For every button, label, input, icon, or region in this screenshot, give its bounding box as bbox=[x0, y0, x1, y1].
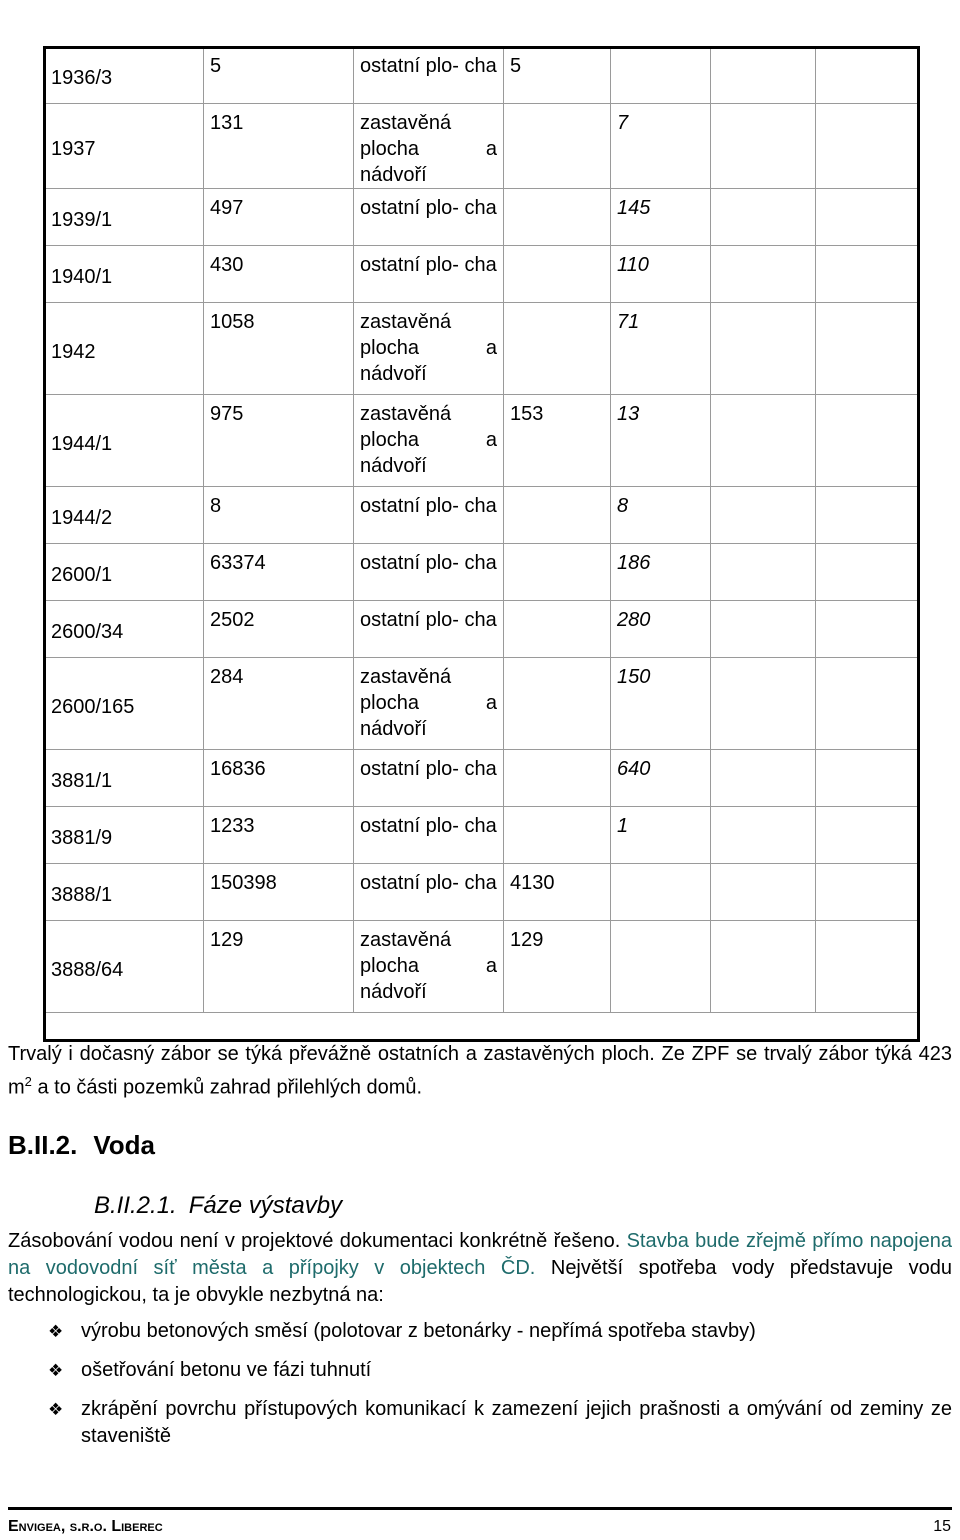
land-use-cell: ostatní plo- cha bbox=[354, 246, 504, 303]
subsection-heading bbox=[94, 1192, 342, 1220]
section-heading bbox=[8, 1130, 155, 1161]
table-row bbox=[44, 921, 919, 1013]
temporary-value-cell bbox=[611, 47, 711, 104]
para1-text-end: a to části pozemků zahrad přilehlých domů. bbox=[31, 1076, 423, 1099]
temporary-value-cell: 13 bbox=[611, 395, 711, 487]
value-cell bbox=[504, 807, 611, 864]
value-cell: 5 bbox=[504, 47, 611, 104]
subsection-title: Fáze výstavby bbox=[188, 1192, 343, 1219]
table-row bbox=[44, 544, 919, 601]
table-row bbox=[44, 601, 919, 658]
empty-cell bbox=[816, 189, 919, 246]
value-cell bbox=[504, 303, 611, 395]
empty-cell bbox=[816, 246, 919, 303]
table-row bbox=[44, 47, 919, 104]
empty-cell bbox=[816, 658, 919, 750]
value-cell: 153 bbox=[504, 395, 611, 487]
temporary-value-cell: 150 bbox=[611, 658, 711, 750]
land-use-cell: zastavěná plocha a nádvoří bbox=[354, 303, 504, 395]
empty-cell bbox=[816, 487, 919, 544]
bullet-list bbox=[48, 1318, 952, 1462]
temporary-value-cell: 7 bbox=[611, 104, 711, 189]
page-number: 15 bbox=[933, 1518, 951, 1535]
list-item-text: ošetřování betonu ve fázi tuhnutí bbox=[81, 1359, 372, 1381]
land-use-cell: zastavěná plocha a nádvoří bbox=[354, 921, 504, 1013]
area-cell: 5 bbox=[204, 47, 354, 104]
section-number: B.II.2. bbox=[8, 1130, 78, 1160]
table-row bbox=[44, 246, 919, 303]
parcel-cell: 2600/34 bbox=[44, 601, 204, 658]
parcel-cell: 1942 bbox=[44, 303, 204, 395]
value-cell bbox=[504, 246, 611, 303]
empty-cell bbox=[711, 807, 816, 864]
footer-rule bbox=[8, 1507, 952, 1510]
area-cell: 16836 bbox=[204, 750, 354, 807]
parcel-cell: 1939/1 bbox=[44, 189, 204, 246]
section-title: Voda bbox=[93, 1130, 155, 1160]
area-cell: 284 bbox=[204, 658, 354, 750]
table-row bbox=[44, 864, 919, 921]
empty-cell bbox=[711, 921, 816, 1013]
parcel-cell: 1944/2 bbox=[44, 487, 204, 544]
value-cell bbox=[504, 189, 611, 246]
table-row bbox=[44, 303, 919, 395]
parcel-cell: 3881/1 bbox=[44, 750, 204, 807]
paragraph-voda bbox=[8, 1228, 952, 1309]
temporary-value-cell: 145 bbox=[611, 189, 711, 246]
area-cell: 129 bbox=[204, 921, 354, 1013]
temporary-value-cell: 110 bbox=[611, 246, 711, 303]
temporary-value-cell bbox=[611, 921, 711, 1013]
table-row bbox=[44, 104, 919, 189]
empty-cell bbox=[816, 601, 919, 658]
value-cell bbox=[504, 658, 611, 750]
parcel-cell: 2600/1 bbox=[44, 544, 204, 601]
parcel-cell: 3888/1 bbox=[44, 864, 204, 921]
empty-cell bbox=[711, 189, 816, 246]
list-item bbox=[48, 1396, 952, 1450]
list-item-text: výrobu betonových směsí (polotovar z betonárky - nepřímá spotřeba stavby) bbox=[81, 1320, 756, 1342]
parcel-cell: 1936/3 bbox=[44, 47, 204, 104]
temporary-value-cell: 186 bbox=[611, 544, 711, 601]
value-cell bbox=[504, 487, 611, 544]
area-cell: 8 bbox=[204, 487, 354, 544]
table-row bbox=[44, 658, 919, 750]
para2-text-end: Největší spotřeba vody představuje vodu technologickou, ta je obvykle nezbytná na: bbox=[8, 1257, 952, 1306]
empty-cell bbox=[711, 864, 816, 921]
temporary-value-cell: 8 bbox=[611, 487, 711, 544]
temporary-value-cell: 71 bbox=[611, 303, 711, 395]
empty-cell bbox=[711, 544, 816, 601]
table-row bbox=[44, 189, 919, 246]
superscript: 2 bbox=[24, 1074, 32, 1089]
temporary-value-cell: 280 bbox=[611, 601, 711, 658]
empty-cell bbox=[816, 104, 919, 189]
land-use-cell: zastavěná plocha a nádvoří bbox=[354, 104, 504, 189]
area-cell: 497 bbox=[204, 189, 354, 246]
table-row bbox=[44, 807, 919, 864]
empty-cell bbox=[711, 395, 816, 487]
empty-cell bbox=[816, 807, 919, 864]
table-row bbox=[44, 750, 919, 807]
area-cell: 1233 bbox=[204, 807, 354, 864]
area-cell: 1058 bbox=[204, 303, 354, 395]
empty-cell bbox=[711, 658, 816, 750]
para2-highlight: Stavba bude zřejmě přímo napojena na vodovodní síť města a přípojky v objektech ČD. bbox=[8, 1230, 952, 1279]
land-use-cell: ostatní plo- cha bbox=[354, 750, 504, 807]
empty-cell bbox=[816, 395, 919, 487]
table-row bbox=[44, 395, 919, 487]
land-use-cell: ostatní plo- cha bbox=[354, 864, 504, 921]
parcel-cell: 1937 bbox=[44, 104, 204, 189]
land-use-cell: zastavěná plocha a nádvoří bbox=[354, 658, 504, 750]
diamond-bullet-icon: ❖ bbox=[48, 1361, 64, 1380]
subsection-number: B.II.2.1. bbox=[94, 1192, 177, 1219]
area-cell: 975 bbox=[204, 395, 354, 487]
area-cell: 63374 bbox=[204, 544, 354, 601]
temporary-value-cell: 640 bbox=[611, 750, 711, 807]
empty-cell bbox=[711, 601, 816, 658]
parcel-cell: 2600/165 bbox=[44, 658, 204, 750]
empty-cell bbox=[711, 47, 816, 104]
list-item-text: zkrápění povrchu přístupových komunikací k zamezení jejich prašnosti a omývání od zeminy ze staveniště bbox=[81, 1398, 952, 1447]
temporary-value-cell bbox=[611, 864, 711, 921]
empty-cell bbox=[816, 47, 919, 104]
empty-cell bbox=[711, 246, 816, 303]
list-item bbox=[48, 1318, 952, 1345]
parcel-cell: 1940/1 bbox=[44, 246, 204, 303]
paragraph-zabor bbox=[8, 1041, 952, 1102]
parcel-cell: 3888/64 bbox=[44, 921, 204, 1013]
land-use-cell: ostatní plo- cha bbox=[354, 807, 504, 864]
empty-cell bbox=[711, 303, 816, 395]
parcel-cell: 1944/1 bbox=[44, 395, 204, 487]
land-use-cell: ostatní plo- cha bbox=[354, 487, 504, 544]
area-cell: 131 bbox=[204, 104, 354, 189]
value-cell bbox=[504, 104, 611, 189]
para1-text: Trvalý i dočasný zábor se týká převážně ostatních a zastavěných ploch. Ze ZPF se trvalý zábor týká 423 m bbox=[8, 1043, 952, 1099]
table-row bbox=[44, 487, 919, 544]
area-cell: 430 bbox=[204, 246, 354, 303]
land-use-cell: zastavěná plocha a nádvoří bbox=[354, 395, 504, 487]
parcel-table bbox=[43, 46, 919, 1013]
empty-cell bbox=[816, 864, 919, 921]
para2-text: Zásobování vodou není v projektové dokumentaci konkrétně řešeno. bbox=[8, 1230, 627, 1252]
parcel-cell: 3881/9 bbox=[44, 807, 204, 864]
list-item bbox=[48, 1357, 952, 1384]
land-use-cell: ostatní plo- cha bbox=[354, 189, 504, 246]
empty-cell bbox=[711, 487, 816, 544]
empty-cell bbox=[816, 750, 919, 807]
empty-cell bbox=[816, 921, 919, 1013]
land-use-cell: ostatní plo- cha bbox=[354, 544, 504, 601]
value-cell: 129 bbox=[504, 921, 611, 1013]
value-cell bbox=[504, 750, 611, 807]
empty-cell bbox=[711, 750, 816, 807]
empty-cell bbox=[816, 303, 919, 395]
land-use-cell: ostatní plo- cha bbox=[354, 601, 504, 658]
land-use-cell: ostatní plo- cha bbox=[354, 47, 504, 104]
value-cell bbox=[504, 544, 611, 601]
footer-company: Envigea, s.r.o. Liberec bbox=[8, 1518, 163, 1535]
diamond-bullet-icon: ❖ bbox=[48, 1400, 64, 1419]
value-cell bbox=[504, 601, 611, 658]
value-cell: 4130 bbox=[504, 864, 611, 921]
empty-cell bbox=[816, 544, 919, 601]
temporary-value-cell: 1 bbox=[611, 807, 711, 864]
area-cell: 150398 bbox=[204, 864, 354, 921]
area-cell: 2502 bbox=[204, 601, 354, 658]
diamond-bullet-icon: ❖ bbox=[48, 1322, 64, 1341]
empty-cell bbox=[711, 104, 816, 189]
